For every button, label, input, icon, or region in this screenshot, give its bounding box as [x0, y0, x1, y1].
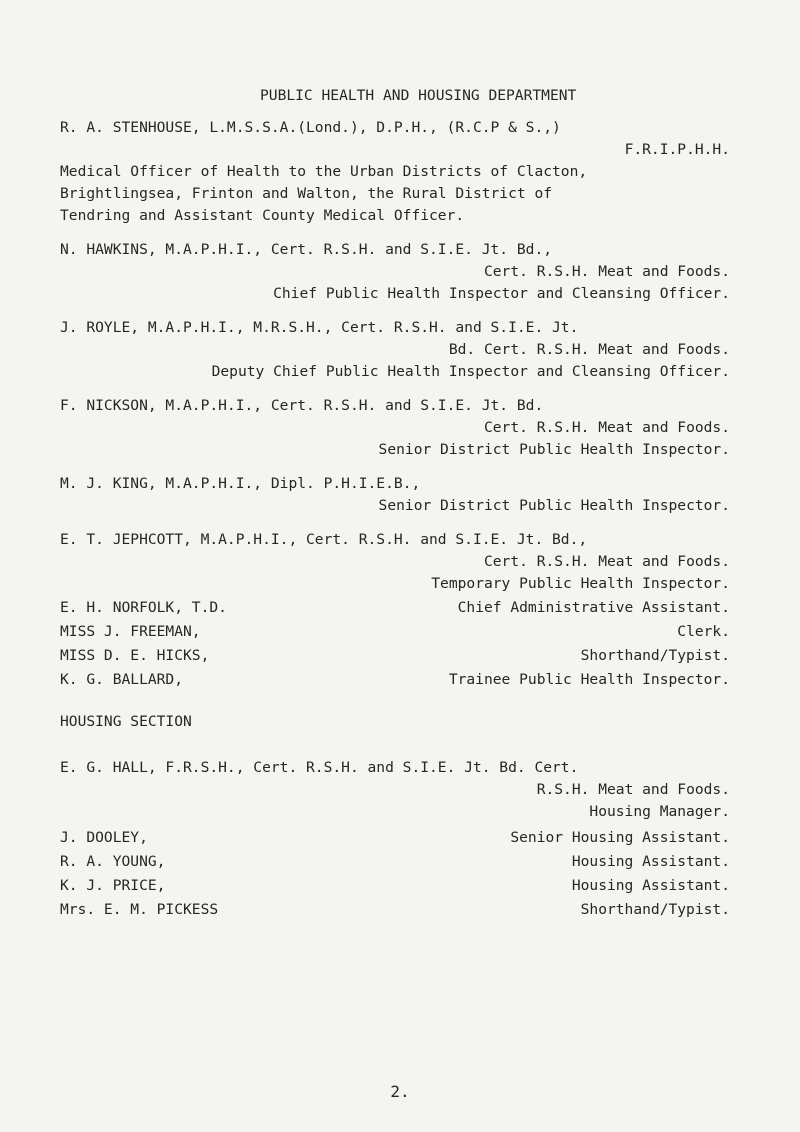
staff-name-line: F. NICKSON, M.A.P.H.I., Cert. R.S.H. and S.I.E. Jt. Bd.: [60, 397, 544, 414]
staff-qualification-line: Cert. R.S.H. Meat and Foods.: [483, 553, 730, 570]
staff-role-line: Temporary Public Health Inspector.: [431, 575, 730, 592]
staff-name: R. A. YOUNG,: [60, 853, 166, 870]
staff-name-line: N. HAWKINS, M.A.P.H.I., Cert. R.S.H. and S.I.E. Jt. Bd.,: [60, 241, 553, 258]
staff-role: Shorthand/Typist.: [580, 647, 730, 664]
staff-name: E. H. NORFOLK, T.D.: [60, 599, 227, 616]
staff-role-line: Deputy Chief Public Health Inspector and Cleansing Officer.: [211, 363, 730, 380]
staff-qualification-line: Bd. Cert. R.S.H. Meat and Foods.: [448, 341, 730, 358]
staff-name: MISS D. E. HICKS,: [60, 647, 210, 664]
staff-name-line: M. J. KING, M.A.P.H.I., Dipl. P.H.I.E.B.,: [60, 475, 421, 492]
staff-name: Mrs. E. M. PICKESS: [60, 901, 219, 918]
staff-role-line: Senior District Public Health Inspector.: [378, 441, 730, 458]
page-title: PUBLIC HEALTH AND HOUSING DEPARTMENT: [260, 87, 577, 104]
staff-name-line: J. ROYLE, M.A.P.H.I., M.R.S.H., Cert. R.S.H. and S.I.E. Jt.: [60, 319, 579, 336]
staff-role-line: Senior District Public Health Inspector.: [378, 497, 730, 514]
staff-role: Trainee Public Health Inspector.: [448, 671, 730, 688]
staff-role: Senior Housing Assistant.: [510, 829, 730, 846]
staff-name: MISS J. FREEMAN,: [60, 623, 201, 640]
staff-name-line: E. G. HALL, F.R.S.H., Cert. R.S.H. and S.I.E. Jt. Bd. Cert.: [60, 759, 579, 776]
staff-name-line: R. A. STENHOUSE, L.M.S.S.A.(Lond.), D.P.H., (R.C.P & S.,): [60, 119, 561, 136]
staff-role: Housing Assistant.: [571, 853, 730, 870]
staff-role-line: Housing Manager.: [589, 803, 730, 820]
staff-name: K. J. PRICE,: [60, 877, 166, 894]
staff-role: Clerk.: [677, 623, 730, 640]
staff-role: Housing Assistant.: [571, 877, 730, 894]
staff-role: Shorthand/Typist.: [580, 901, 730, 918]
staff-role-line: Tendring and Assistant County Medical Officer.: [60, 207, 465, 224]
staff-name-line: E. T. JEPHCOTT, M.A.P.H.I., Cert. R.S.H. and S.I.E. Jt. Bd.,: [60, 531, 588, 548]
staff-role-line: Chief Public Health Inspector and Cleansing Officer.: [273, 285, 730, 302]
staff-role-line: Medical Officer of Health to the Urban Districts of Clacton,: [60, 163, 588, 180]
housing-section-heading: HOUSING SECTION: [60, 713, 192, 730]
staff-role-line: Brightlingsea, Frinton and Walton, the Rural District of: [60, 185, 553, 202]
staff-qualification-line: F.R.I.P.H.H.: [624, 141, 730, 158]
staff-qualification-line: Cert. R.S.H. Meat and Foods.: [483, 263, 730, 280]
staff-role: Chief Administrative Assistant.: [457, 599, 730, 616]
page-number: 2.: [390, 1082, 410, 1101]
staff-name: J. DOOLEY,: [60, 829, 148, 846]
staff-qualification-line: R.S.H. Meat and Foods.: [536, 781, 730, 798]
staff-qualification-line: Cert. R.S.H. Meat and Foods.: [483, 419, 730, 436]
staff-name: K. G. BALLARD,: [60, 671, 184, 688]
